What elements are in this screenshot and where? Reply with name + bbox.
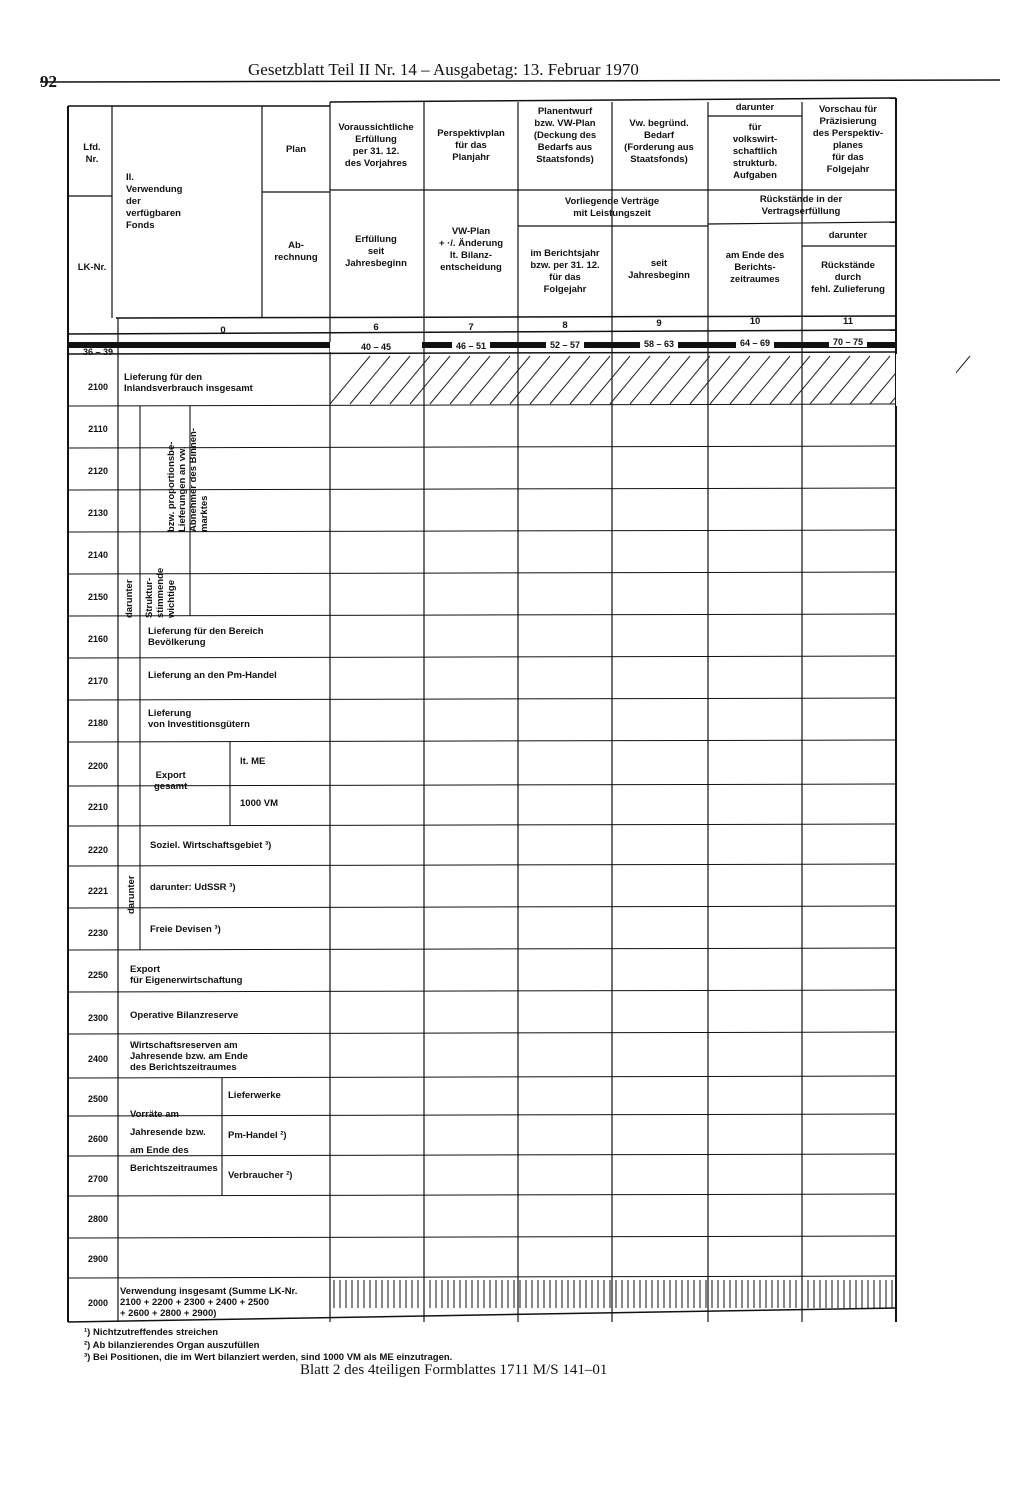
range-col8-text: 52 – 57 xyxy=(546,340,584,350)
lk-number: 2170 xyxy=(87,676,109,686)
col10-darunter-label: darunter xyxy=(735,102,775,113)
page-number: 92 xyxy=(40,72,57,91)
hatch-line xyxy=(650,356,690,404)
outer-top xyxy=(330,98,896,102)
hatch-line xyxy=(430,356,470,404)
row-line xyxy=(68,614,896,616)
hatch-line xyxy=(350,356,390,404)
lk-number: 2140 xyxy=(87,550,109,560)
hatch-line xyxy=(630,356,670,404)
col-number-9: 9 xyxy=(656,318,662,329)
row-label: Verwendung insgesamt (Summe LK-Nr. 2100 + 2200 + 2300 + 2400 + 2500 + 2600 + 2800 + 2900) xyxy=(120,1286,298,1319)
footnote-1: ¹) Nichtzutreffendes streichen xyxy=(84,1327,219,1338)
hatch-line xyxy=(410,356,450,404)
row-label: Lieferung an den Pm-Handel xyxy=(148,670,277,681)
lk-number: 2100 xyxy=(87,382,109,392)
footnote-2: ²) Ab bilanzierendes Organ auszufüllen xyxy=(84,1340,260,1351)
row-label: Soziel. Wirtschaftsgebiet ³) xyxy=(150,840,272,851)
page-title: Gesetzblatt Teil II Nr. 14 – Ausgabetag: 13. Februar 1970 xyxy=(248,60,639,79)
lk-number: 2221 xyxy=(87,886,109,896)
lk-number: 2230 xyxy=(87,928,109,938)
range-col7 xyxy=(424,341,518,351)
col-number-11: 11 xyxy=(842,316,854,327)
row-label: Freie Devisen ³) xyxy=(150,924,221,935)
section-label: II. Verwendung der verfügbaren Fonds xyxy=(126,172,183,231)
col6-bottom-label: Erfüllung seit Jahresbeginn xyxy=(345,234,407,269)
export-gesamt-label: Export gesamt xyxy=(154,770,188,792)
hatch-line xyxy=(730,356,770,404)
col10-bottom-label: am Ende des Berichts- zeitraumes xyxy=(725,250,785,285)
lk-number: 2800 xyxy=(87,1214,109,1224)
col8-bottom-label: im Berichtsjahr bzw. per 31. 12. für das Folgejahr xyxy=(530,248,600,295)
hatch-line xyxy=(570,356,610,404)
hatch-mask xyxy=(896,354,956,406)
range-bottom xyxy=(68,352,896,354)
row-label: Export für Eigenerwirtschaftung xyxy=(130,964,243,986)
row-line xyxy=(68,784,896,786)
hatch-line xyxy=(330,356,370,404)
range-col10 xyxy=(708,338,802,348)
row-line xyxy=(68,1276,896,1278)
col-number-10: 10 xyxy=(749,316,761,327)
lk-number: 2150 xyxy=(87,592,109,602)
col8-9-group-label: Vorliegende Verträge mit Leistungszeit xyxy=(564,196,660,219)
lk-number: 2180 xyxy=(87,718,109,728)
row-line xyxy=(68,1032,896,1034)
darunter-group-label: darunter xyxy=(124,579,135,618)
row-label: Lieferwerke xyxy=(228,1090,281,1101)
hatch-line xyxy=(550,356,590,404)
lk-number: 2600 xyxy=(87,1134,109,1144)
lk-number: 2500 xyxy=(87,1094,109,1104)
row-line xyxy=(68,1194,896,1196)
lk-number: 2000 xyxy=(87,1298,109,1308)
lfd-nr-label: Lfd. Nr. xyxy=(83,142,101,165)
lk-number: 2200 xyxy=(87,761,109,771)
hatch-line xyxy=(830,356,870,404)
row-label: Lieferung für den Bereich Bevölkerung xyxy=(148,626,264,648)
row-label: Wirtschaftsreserven am Jahresende bzw. am Ende des Berichtszeitraumes xyxy=(130,1040,248,1073)
plan-label: Plan xyxy=(285,144,307,155)
row-label: darunter: UdSSR ³) xyxy=(150,882,236,893)
row-line xyxy=(68,572,896,574)
row-line xyxy=(68,404,896,406)
hatch-line xyxy=(370,356,410,404)
row-label: Pm-Handel ²) xyxy=(228,1130,287,1141)
col9-bottom-label: seit Jahresbeginn xyxy=(628,258,690,281)
range-col11-text: 70 – 75 xyxy=(829,337,867,347)
footnote-3: ³) Bei Positionen, die im Wert bilanziert werden, sind 1000 VM als ME einzutragen. xyxy=(84,1352,453,1363)
lk-number: 2210 xyxy=(87,802,109,812)
col-number-8: 8 xyxy=(562,320,568,331)
lk-nr-label: LK-Nr. xyxy=(77,262,107,273)
hatch-line xyxy=(750,356,790,404)
lk-number: 2120 xyxy=(87,466,109,476)
hatch-line xyxy=(530,356,570,404)
col6-top-label: Voraussichtliche Erfüllung per 31. 12. des Vorjahres xyxy=(338,122,414,169)
form-footer: Blatt 2 des 4teiligen Formblattes 1711 M/S 141–01 xyxy=(300,1362,608,1378)
col-number-6: 6 xyxy=(373,322,379,333)
row-label: Verbraucher ²) xyxy=(228,1170,293,1181)
vorraete-group-label: Vorräte am Jahresende bzw. am Ende des Berichtszeitraumes xyxy=(130,1109,218,1174)
struktur-group-label: Struktur- stimmende wichtige xyxy=(144,567,177,618)
lk-number: 2400 xyxy=(87,1054,109,1064)
lk-number: 2900 xyxy=(87,1254,109,1264)
row-line xyxy=(68,1076,896,1078)
row-line xyxy=(68,1236,896,1238)
range-col10-text: 64 – 69 xyxy=(736,338,774,348)
range-col8 xyxy=(518,340,612,350)
row-line xyxy=(68,990,896,992)
hatch-line xyxy=(590,356,630,404)
lk-number: 2250 xyxy=(87,970,109,980)
range-col9-text: 58 – 63 xyxy=(640,339,678,349)
row-label: Operative Bilanzreserve xyxy=(130,1010,239,1021)
hatch-line xyxy=(490,356,530,404)
hatch-line xyxy=(470,356,510,404)
row-line xyxy=(68,864,896,866)
row-line xyxy=(68,824,896,826)
lk-number: 2130 xyxy=(87,508,109,518)
row-line xyxy=(68,656,896,658)
lk-number: 2300 xyxy=(87,1013,109,1023)
row-line xyxy=(68,698,896,700)
lk-number: 2110 xyxy=(88,424,108,434)
col10-11-group-label: Rückstände in der Vertragserfüllung xyxy=(759,194,843,217)
col7-bottom-label: VW-Plan + ·/. Änderung lt. Bilanz- entscheidung xyxy=(438,226,504,273)
row-label: lt. ME xyxy=(240,756,266,767)
hatch-line xyxy=(810,356,850,404)
lk-number: 2160 xyxy=(87,634,109,644)
col9-top-label: Vw. begründ. Bedarf (Forderung aus Staatsfonds) xyxy=(624,118,694,165)
row-label: Lieferung für den Inlandsverbrauch insgesamt xyxy=(124,372,253,394)
lk-number: 2220 xyxy=(87,845,109,855)
col11-darunter-label: darunter xyxy=(828,230,868,241)
range-col6 xyxy=(330,342,422,352)
abrechnung-label: Ab- rechnung xyxy=(274,240,318,263)
row-line xyxy=(68,740,896,742)
hatch-line xyxy=(790,356,830,404)
hatch-line xyxy=(710,356,750,404)
hatch-line xyxy=(770,356,810,404)
row-label: Lieferung von Investitionsgütern xyxy=(148,708,250,730)
row-line xyxy=(68,948,896,950)
range-col11 xyxy=(802,337,894,347)
hatch-line xyxy=(610,356,650,404)
range-col6-text: 40 – 45 xyxy=(357,342,395,352)
lk-number: 2700 xyxy=(87,1174,109,1184)
range-col9 xyxy=(612,339,706,349)
hatch-line xyxy=(690,356,730,404)
darunter-export-label: darunter xyxy=(126,875,137,914)
proportion-group-label: bzw. proportionsbe- Lieferungen an vw. Abnehmer des Binnen- marktes xyxy=(166,428,210,532)
row-line xyxy=(68,906,896,908)
header-rule xyxy=(40,80,1000,82)
col-number-0: 0 xyxy=(220,325,226,336)
col8-top-label: Planentwurf bzw. VW-Plan (Deckung des Bedarfs aus Staatsfonds) xyxy=(533,106,597,165)
hatch-area xyxy=(330,356,970,404)
range-lk: 36 – 39 xyxy=(82,347,114,357)
col11-bottom-label: Rückstände durch fehl. Zulieferung xyxy=(811,260,885,295)
row-label: 1000 VM xyxy=(240,798,279,809)
range-col7-text: 46 – 51 xyxy=(452,341,490,351)
hatch-line xyxy=(850,356,890,404)
col7-top-label: Perspektivplan für das Planjahr xyxy=(437,128,505,163)
col10-top-label: für volkswirt- schaftlich strukturb. Aufgaben xyxy=(732,122,778,181)
hatch-line xyxy=(510,356,550,404)
col-number-7: 7 xyxy=(468,322,474,333)
hatch-line xyxy=(450,356,490,404)
col11-top-label: Vorschau für Präzisierung des Perspektiv- planes für das Folgejahr xyxy=(812,104,884,175)
hatch-line xyxy=(670,356,710,404)
